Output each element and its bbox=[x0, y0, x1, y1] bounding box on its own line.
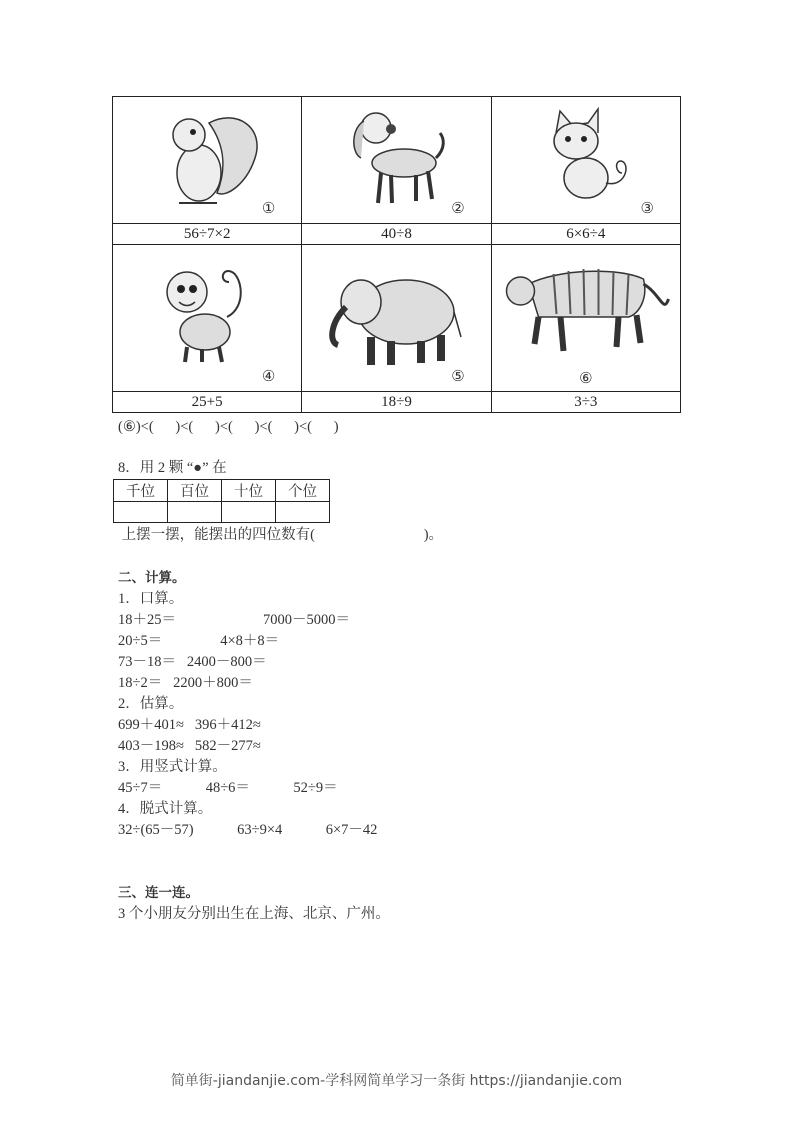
section3-title: 三、连一连。 bbox=[118, 885, 199, 901]
cell-dog bbox=[302, 97, 491, 224]
cell-cat bbox=[491, 97, 680, 224]
cat-icon bbox=[526, 103, 646, 213]
blank-cell bbox=[168, 502, 222, 523]
tiger-icon bbox=[498, 259, 673, 359]
q8-intro: 8．用 2 颗 “●” 在 bbox=[118, 460, 227, 476]
expression-cell: 56÷7×2 bbox=[113, 224, 302, 245]
expression-cell: 25+5 bbox=[113, 392, 302, 413]
squirrel-icon bbox=[147, 103, 267, 213]
p1-line: 20÷5＝ 4×8＋8＝ bbox=[118, 633, 280, 649]
header-hundreds: 百位 bbox=[168, 480, 222, 502]
blank-cell bbox=[114, 502, 168, 523]
p1-title: 1．口算。 bbox=[118, 591, 184, 607]
animal-number: ④ bbox=[261, 369, 276, 385]
monkey-icon bbox=[147, 257, 267, 377]
expression-cell: 40÷8 bbox=[302, 224, 491, 245]
p3-line: 45÷7＝ 48÷6＝ 52÷9＝ bbox=[118, 780, 338, 796]
q8-tail: 上摆一摆，能摆出的四位数有( )。 bbox=[118, 527, 444, 543]
ordering-answer-line: (⑥)<( )<( )<( )<( )<( ) bbox=[118, 419, 339, 435]
blank-cell bbox=[276, 502, 330, 523]
header-thousands: 千位 bbox=[114, 480, 168, 502]
elephant-icon bbox=[316, 267, 476, 377]
p4-title: 4．脱式计算。 bbox=[118, 801, 213, 817]
animal-expression-table bbox=[112, 96, 681, 413]
p1-line: 73－18＝ 2400－800＝ bbox=[118, 654, 267, 670]
animal-number: ③ bbox=[640, 201, 654, 217]
animal-number: ② bbox=[451, 201, 465, 217]
p1-line: 18＋25＝ 7000－5000＝ bbox=[118, 612, 350, 628]
expression-cell: 3÷3 bbox=[491, 392, 680, 413]
expression-cell: 18÷9 bbox=[302, 392, 491, 413]
p4-line: 32÷(65－57) 63÷9×4 6×7－42 bbox=[118, 822, 378, 838]
cell-monkey bbox=[113, 245, 302, 392]
cell-tiger bbox=[491, 245, 680, 392]
blank-cell bbox=[222, 502, 276, 523]
footer-watermark: 简单街-jiandanjie.com-学科网简单学习一条街 https://jiandanjie.com bbox=[170, 1073, 623, 1089]
p2-line: 699＋401≈ 396＋412≈ bbox=[118, 717, 261, 733]
header-tens: 十位 bbox=[222, 480, 276, 502]
section2-title: 二、计算。 bbox=[118, 570, 186, 586]
p2-line: 403－198≈ 582－277≈ bbox=[118, 738, 261, 754]
p3-title: 3．用竖式计算。 bbox=[118, 759, 227, 775]
animal-number: ⑥ bbox=[579, 371, 593, 387]
dog-icon bbox=[336, 103, 456, 213]
p1-line: 18÷2＝ 2200＋800＝ bbox=[118, 675, 253, 691]
header-ones: 个位 bbox=[276, 480, 330, 502]
expression-cell: 6×6÷4 bbox=[491, 224, 680, 245]
place-value-table bbox=[113, 479, 330, 523]
cell-elephant bbox=[302, 245, 491, 392]
p2-title: 2．估算。 bbox=[118, 696, 184, 712]
cell-squirrel bbox=[113, 97, 302, 224]
section3-line: 3 个小朋友分别出生在上海、北京、广州。 bbox=[118, 906, 390, 922]
animal-number: ① bbox=[261, 201, 276, 217]
animal-number: ⑤ bbox=[451, 369, 465, 385]
